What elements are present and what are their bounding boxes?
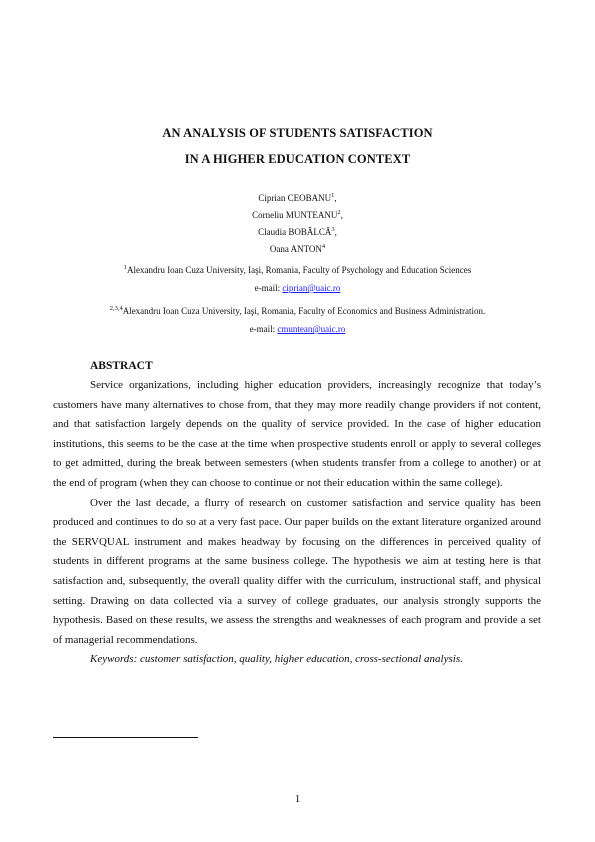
- email-line-1: [0, 283, 595, 293]
- affiliation-text: Alexandru Ioan Cuza University, Iaşi, Romania, Faculty of Economics and Business Administration.: [122, 306, 486, 316]
- author-name: Oana ANTON: [269, 244, 322, 254]
- affiliation-superscript: 1: [123, 264, 127, 271]
- abstract-body: [53, 376, 541, 670]
- author-3: [0, 226, 595, 237]
- email-link[interactable]: ciprian@uaic.ro: [282, 283, 341, 293]
- paper-title-line-2: IN A HIGHER EDUCATION CONTEXT: [184, 152, 411, 166]
- author-superscript: 3: [331, 226, 335, 233]
- email-line-2: [0, 324, 595, 334]
- author-superscript: 1: [331, 192, 335, 199]
- keywords: Keywords: customer satisfaction, quality, higher education, cross-sectional analysis.: [90, 653, 463, 666]
- author-name: Ciprian CEOBANU: [258, 193, 332, 203]
- affiliation-2: [0, 305, 595, 316]
- author-separator: ,: [334, 227, 337, 237]
- author-superscript: 4: [321, 243, 326, 250]
- email-label: e-mail:: [249, 324, 278, 334]
- author-separator: ,: [334, 193, 337, 203]
- author-4: [0, 243, 595, 254]
- author-1: [0, 192, 595, 203]
- abstract-paragraph-1: Service organizations, including higher education providers, increasingly recognize that today’s customers have many alternatives to chose from, that they may more readily change providers if not content, and that satisfaction largely depends on the quality of service provided. In the case of higher education institutions, this seems to be the case at the time when prospective students enroll or apply to several colleges to get admitted, during the break between semesters (when students transfer from a college to another) or at the end of program (when they can choose to continue or not their education within the same college).: [53, 379, 541, 489]
- paper-title-line-1: AN ANALYSIS OF STUDENTS SATISFACTION: [162, 126, 433, 140]
- abstract-paragraph-2: Over the last decade, a flurry of research on customer satisfaction and service quality has been produced and continues to do so at a very fast pace. Our paper builds on the extant literature organized around the SERVQUAL instrument and makes headway by focusing on the differences in perceived quality of students in different programs at the same business college. The hypothesis we aim at testing here is that satisfaction and, subsequently, the overall quality differ with the curriculum, instructional staff, and physical setting. Drawing on data collected via a survey of college graduates, our analysis strongly supports the hypothesis. Based on these results, we assess the strengths and weaknesses of each program and provide a set of managerial recommendations.: [53, 496, 541, 646]
- author-2: [0, 209, 595, 220]
- abstract-heading: ABSTRACT: [90, 360, 153, 372]
- affiliation-1: [0, 264, 595, 275]
- page-number: 1: [294, 793, 301, 805]
- author-name: Claudia BOBÂLCĂ: [258, 227, 332, 237]
- email-label: e-mail:: [254, 283, 283, 293]
- author-separator: ,: [340, 210, 343, 220]
- affiliation-superscript: 2,3,4: [109, 305, 123, 312]
- affiliation-text: Alexandru Ioan Cuza University, Iaşi, Romania, Faculty of Psychology and Education Sciences: [126, 265, 472, 275]
- footnote-rule: [53, 737, 198, 738]
- author-name: Corneliu MUNTEANU: [252, 210, 338, 220]
- email-link[interactable]: cmuntean@uaic.ro: [277, 324, 346, 334]
- author-superscript: 2: [337, 209, 341, 216]
